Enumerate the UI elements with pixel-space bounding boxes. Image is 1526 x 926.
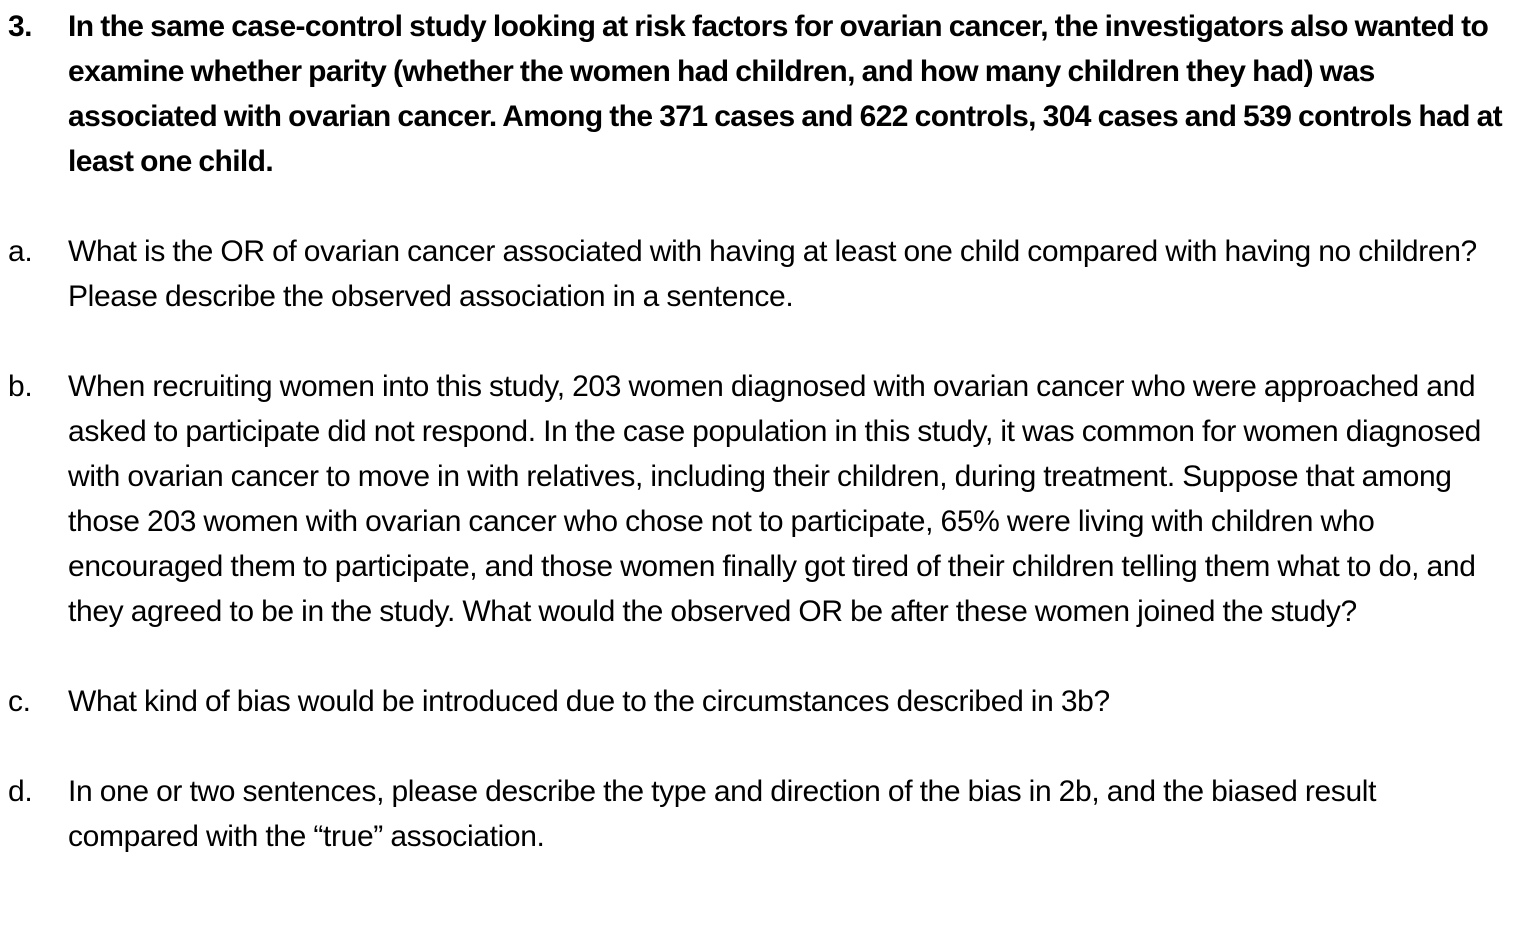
spacer xyxy=(0,634,1526,679)
spacer xyxy=(0,724,1526,769)
part-text: When recruiting women into this study, 203 women diagnosed with ovarian cancer who were approached and asked to participate did not respond. In the case population in this study, it was common for women diagnosed with ovarian cancer to move in with relatives, including their children, during treatment. Suppose that among those 203 women with ovarian cancer who chose not to participate, 65% were living with children who encouraged them to participate, and those women finally got tired of their children telling them what to do, and they agreed to be in the study. What would the observed OR be after these women joined the study? xyxy=(68,370,1482,628)
part-b xyxy=(0,364,1526,634)
part-text: What kind of bias would be introduced due to the circumstances described in 3b? xyxy=(68,685,1110,718)
spacer xyxy=(0,184,1526,229)
question-3 xyxy=(0,4,1526,184)
part-marker: c. xyxy=(8,685,31,718)
part-marker: b. xyxy=(8,370,33,403)
part-text: In one or two sentences, please describe the type and direction of the bias in 2b, and the biased result compared with the “true” association. xyxy=(68,775,1377,853)
spacer xyxy=(0,319,1526,364)
part-marker: a. xyxy=(8,235,33,268)
part-c xyxy=(0,679,1526,724)
question-text: In the same case-control study looking at risk factors for ovarian cancer, the investigators also wanted to examine whether parity (whether the women had children, and how many children they had) was associated with ovarian cancer. Among the 371 cases and 622 controls, 304 cases and 539 controls had at least one child. xyxy=(68,10,1503,178)
question-number: 3. xyxy=(8,10,32,43)
part-text: What is the OR of ovarian cancer associated with having at least one child compared with having no children? Please describe the observed association in a sentence. xyxy=(68,235,1477,313)
part-d xyxy=(0,769,1526,859)
part-marker: d. xyxy=(8,775,33,808)
part-a xyxy=(0,229,1526,319)
